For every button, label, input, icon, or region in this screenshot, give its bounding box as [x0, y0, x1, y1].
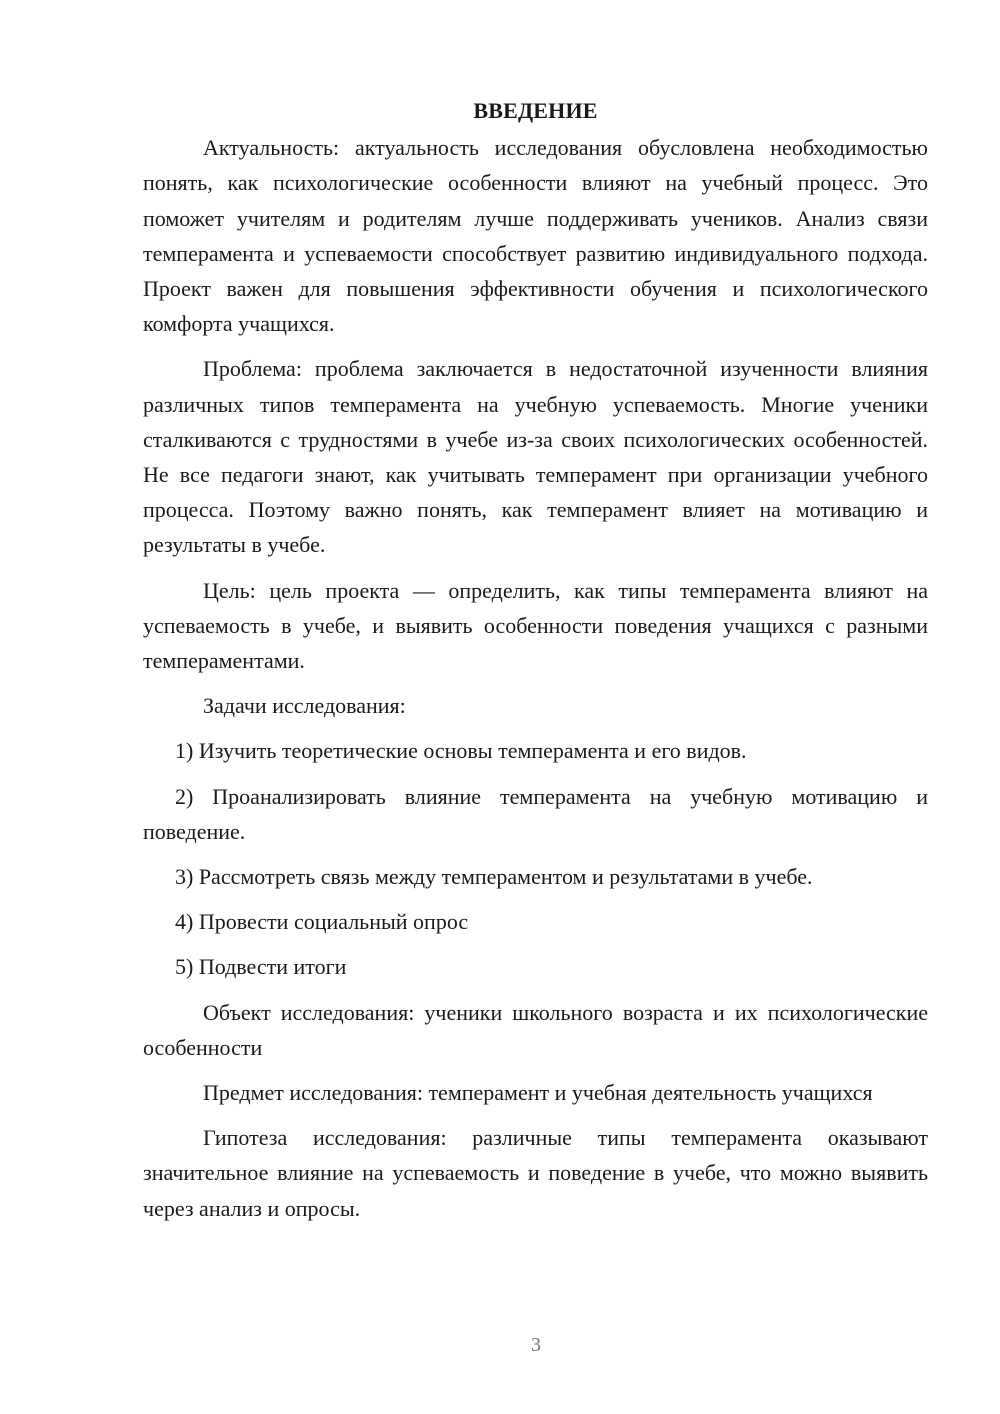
hypothesis-paragraph: Гипотеза исследования: различные типы темперамента оказывают значительное влияние на успеваемость и поведение в учебе, что можно выявить через анализ и опросы. [143, 1125, 928, 1221]
tasks-heading: Задачи исследования: [203, 693, 406, 719]
task-item-4: 4) Провести социальный опрос [175, 909, 469, 935]
problem-paragraph: Проблема: проблема заключается в недостаточной изученности влияния различных типов темперамента на учебную успеваемость. Многие ученики сталкиваются с трудностями в учебе из-за своих психологических особенностей. Не все педагоги знают, как учитывать темперамент при организации учебного процесса. Поэтому важно понять, как темперамент влияет на мотивацию и результаты в учебе. [143, 356, 928, 558]
task-item-3: 3) Рассмотреть связь между темпераментом и результатами в учебе. [175, 864, 813, 890]
section-heading: ВВЕДЕНИЕ [473, 98, 598, 123]
document-body [143, 93, 928, 1236]
task-item-5: 5) Подвести итоги [175, 954, 347, 980]
page-number: 3 [531, 1334, 541, 1356]
task-item-2: 2) Проанализировать влияние темперамента на учебную мотивацию и поведение. [143, 783, 928, 844]
relevance-paragraph: Актуальность: актуальность исследования обусловлена необходимостью понять, как психологические особенности влияют на учебный процесс. Это поможет учителям и родителям лучше поддерживать учеников. Анализ связи темперамента и успеваемости способствует развитию индивидуального подхода. Проект важен для повышения эффективности обучения и психологического комфорта учащихся. [143, 135, 928, 337]
task-item-1: 1) Изучить теоретические основы темперамента и его видов. [175, 738, 747, 764]
object-paragraph: Объект исследования: ученики школьного возраста и их психологические особенности [143, 999, 928, 1060]
tasks-list [143, 733, 928, 984]
goal-paragraph: Цель: цель проекта — определить, как типы темперамента влияют на успеваемость в учебе, и выявить особенности поведения учащихся с разными темпераментами. [143, 577, 928, 674]
subject-paragraph: Предмет исследования: темперамент и учебная деятельность учащихся [203, 1080, 873, 1106]
